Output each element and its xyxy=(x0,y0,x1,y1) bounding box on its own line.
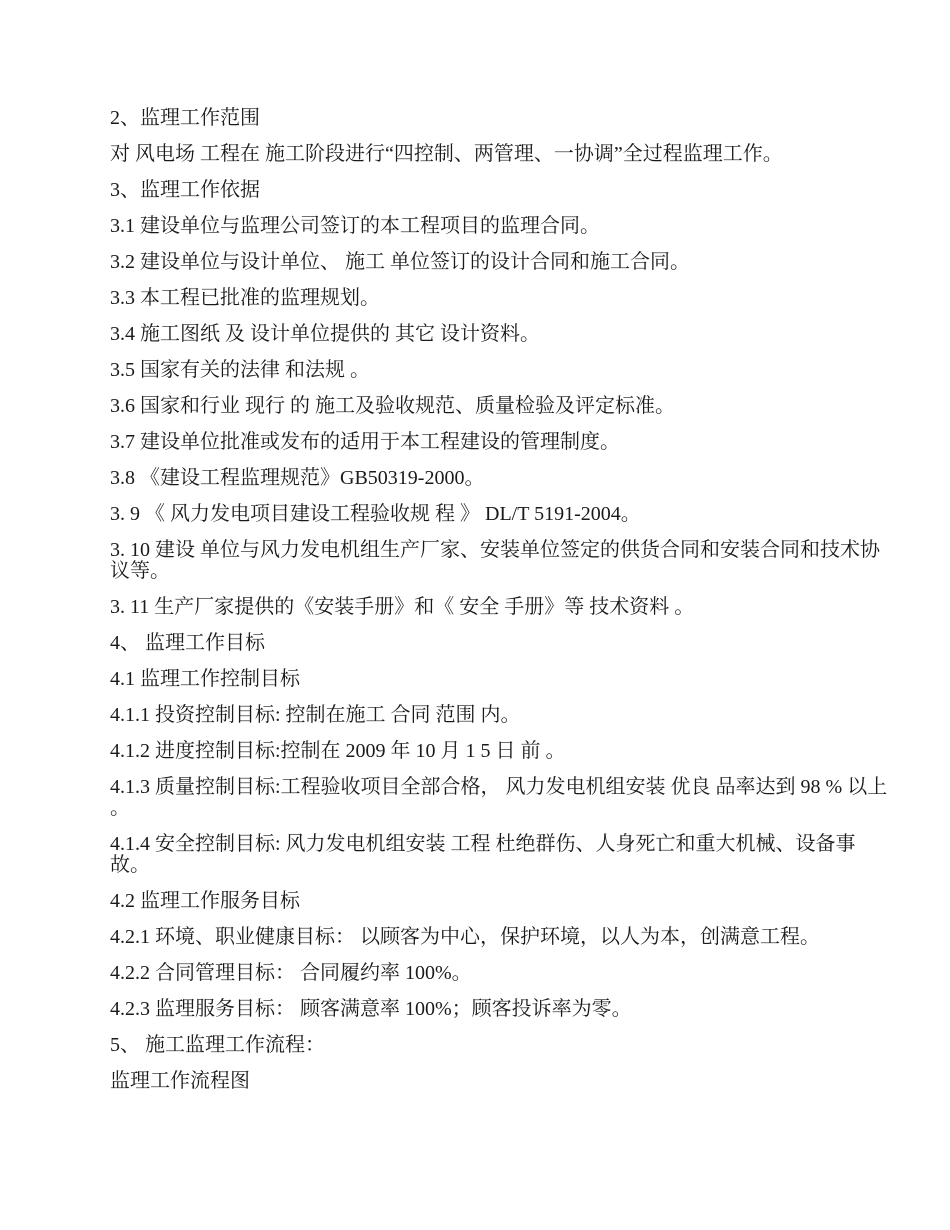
doc-paragraph xyxy=(110,252,890,273)
doc-line: 4.1 监理工作控制目标 xyxy=(110,668,300,690)
doc-line: 。 xyxy=(110,797,130,819)
section-heading-5 xyxy=(110,1035,890,1056)
doc-paragraph xyxy=(110,705,890,726)
doc-paragraph xyxy=(110,360,890,381)
doc-line: 3. 11 生产厂家提供的《安装手册》和《 安全 手册》等 技术资料 。 xyxy=(110,596,695,618)
doc-line: 4.2.1 环境、职业健康目标： 以顾客为中心，保护环境，以人为本，创满意工程。 xyxy=(110,926,820,948)
doc-line: 3.2 建设单位与设计单位、 施工 单位签订的设计合同和施工合同。 xyxy=(110,251,690,273)
doc-paragraph xyxy=(110,144,890,165)
doc-line: 4.1.4 安全控制目标: 风力发电机组安装 工程 杜绝群伤、人身死亡和重大机械、设备事 xyxy=(110,833,856,855)
doc-paragraph xyxy=(110,597,890,618)
doc-line: 3.1 建设单位与监理公司签订的本工程项目的监理合同。 xyxy=(110,215,600,237)
doc-line: 4.1.2 进度控制目标:控制在 2009 年 10 月 1 5 日 前 。 xyxy=(110,740,566,762)
doc-line: 4.2.3 监理服务目标： 顾客满意率 100%；顾客投诉率为零。 xyxy=(110,998,632,1020)
doc-paragraph xyxy=(110,891,890,912)
doc-line: 2、监理工作范围 xyxy=(110,107,260,129)
doc-line: 议等。 xyxy=(110,560,170,582)
section-heading-2 xyxy=(110,108,890,129)
doc-paragraph xyxy=(110,468,890,489)
doc-line: 3.7 建设单位批准或发布的适用于本工程建设的管理制度。 xyxy=(110,431,620,453)
doc-paragraph xyxy=(110,834,890,876)
doc-line: 5、 施工监理工作流程： xyxy=(110,1034,325,1056)
doc-line: 3、监理工作依据 xyxy=(110,179,260,201)
doc-paragraph xyxy=(110,324,890,345)
doc-line: 对 风电场 工程在 施工阶段进行“四控制、两管理、一协调”全过程监理工作。 xyxy=(110,143,783,165)
doc-line: 监理工作流程图 xyxy=(110,1070,250,1092)
doc-line: 4.1.3 质量控制目标:工程验收项目全部合格， 风力发电机组安装 优良 品率达到 98 % 以上 xyxy=(110,776,888,798)
doc-paragraph xyxy=(110,540,890,582)
section-heading-3 xyxy=(110,180,890,201)
doc-paragraph xyxy=(110,288,890,309)
doc-line: 4.2 监理工作服务目标 xyxy=(110,890,300,912)
doc-line: 4、 监理工作目标 xyxy=(110,632,265,654)
doc-line: 3.6 国家和行业 现行 的 施工及验收规范、质量检验及评定标准。 xyxy=(110,395,675,417)
section-heading-4 xyxy=(110,633,890,654)
doc-paragraph xyxy=(110,999,890,1020)
doc-paragraph xyxy=(110,963,890,984)
doc-paragraph xyxy=(110,432,890,453)
doc-line: 3.3 本工程已批准的监理规划。 xyxy=(110,287,380,309)
doc-paragraph xyxy=(110,777,890,819)
doc-paragraph xyxy=(110,1071,890,1092)
doc-paragraph xyxy=(110,216,890,237)
doc-paragraph xyxy=(110,741,890,762)
doc-paragraph xyxy=(110,504,890,525)
doc-line: 3. 10 建设 单位与风力发电机组生产厂家、安装单位签定的供货合同和安装合同和技术协 xyxy=(110,539,880,561)
doc-line: 3. 9 《 风力发电项目建设工程验收规 程 》 DL/T 5191-2004。 xyxy=(110,503,641,525)
doc-line: 4.1.1 投资控制目标: 控制在施工 合同 范围 内。 xyxy=(110,704,521,726)
doc-line: 3.5 国家有关的法律 和法规 。 xyxy=(110,359,370,381)
doc-line: 3.8 《建设工程监理规范》GB50319-2000。 xyxy=(110,467,485,489)
doc-paragraph xyxy=(110,927,890,948)
doc-line: 3.4 施工图纸 及 设计单位提供的 其它 设计资料。 xyxy=(110,323,540,345)
doc-paragraph xyxy=(110,669,890,690)
doc-paragraph xyxy=(110,396,890,417)
doc-line: 故。 xyxy=(110,854,150,876)
doc-line: 4.2.2 合同管理目标： 合同履约率 100%。 xyxy=(110,962,472,984)
